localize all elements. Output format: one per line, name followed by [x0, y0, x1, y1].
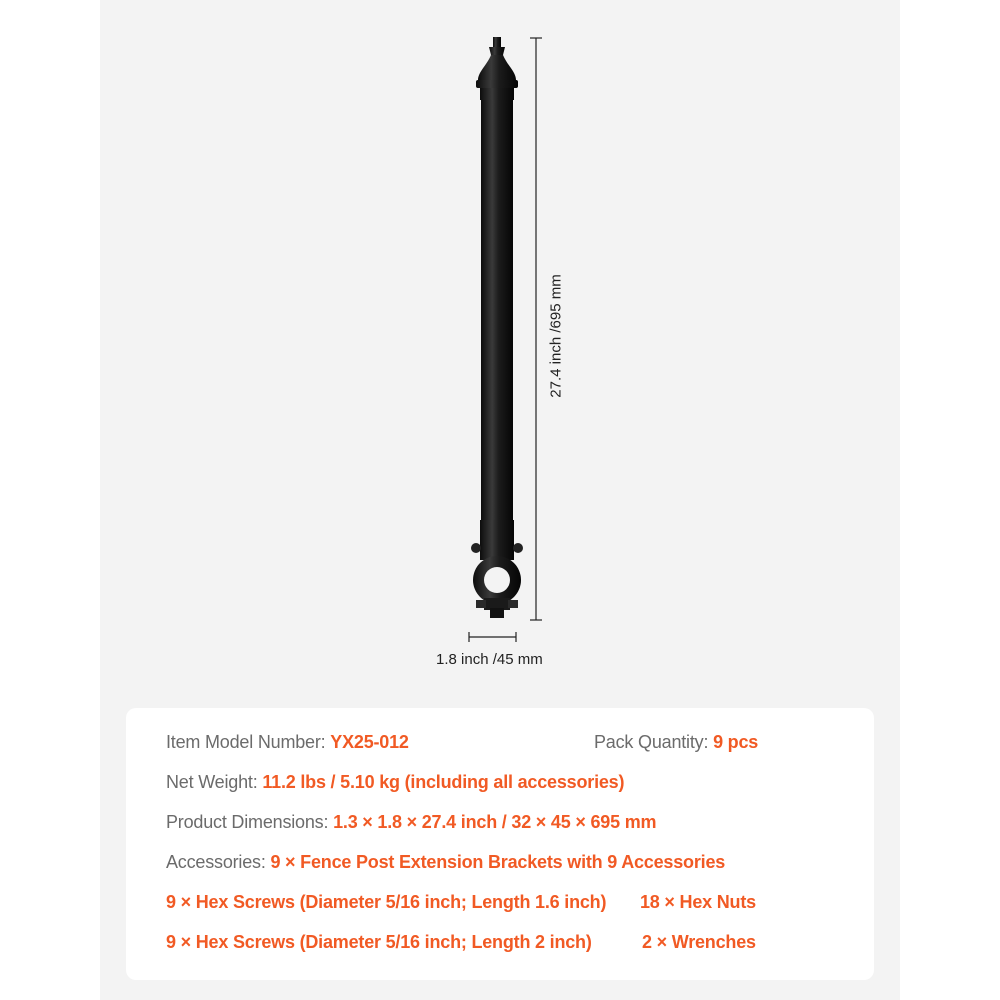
weight-label: Net Weight: [166, 772, 263, 792]
post-tube [481, 100, 513, 540]
dims-value: 1.3 × 1.8 × 27.4 inch / 32 × 45 × 695 mm [333, 812, 657, 832]
clamp-bracket [473, 556, 521, 618]
spec-row-pack [594, 732, 758, 753]
height-dimension-label: 27.4 inch /695 mm [547, 274, 565, 398]
dims-label: Product Dimensions: [166, 812, 334, 832]
screws-a-value: 9 × Hex Screws (Diameter 5/16 inch; Length 1.6 inch) [166, 892, 607, 912]
spec-row-model [166, 732, 409, 753]
height-dimension-line [530, 38, 542, 620]
wrenches-value: 2 × Wrenches [642, 932, 756, 952]
acc-value: 9 × Fence Post Extension Brackets with 9 Accessories [270, 852, 726, 872]
nuts-value: 18 × Hex Nuts [640, 892, 756, 912]
spec-row-accessories [166, 852, 725, 873]
width-dimension-line [469, 632, 516, 642]
pack-label: Pack Quantity: [594, 732, 714, 752]
model-label: Item Model Number: [166, 732, 331, 752]
spec-card [126, 708, 874, 980]
pack-value: 9 pcs [713, 732, 759, 752]
spec-row-screws-a [166, 892, 606, 913]
weight-value: 11.2 lbs / 5.10 kg (including all accessories) [262, 772, 625, 792]
spec-row-wrenches [642, 932, 756, 953]
spec-row-nuts [640, 892, 756, 913]
model-value: YX25-012 [330, 732, 409, 752]
width-dimension-label: 1.8 inch /45 mm [436, 651, 543, 668]
screws-b-value: 9 × Hex Screws (Diameter 5/16 inch; Length 2 inch) [166, 932, 592, 952]
spec-row-dimensions [166, 812, 656, 833]
post-sleeve [480, 520, 514, 560]
spec-row-weight [166, 772, 624, 793]
spec-row-screws-b [166, 932, 592, 953]
acc-label: Accessories: [166, 852, 271, 872]
finial-cap [476, 37, 518, 100]
